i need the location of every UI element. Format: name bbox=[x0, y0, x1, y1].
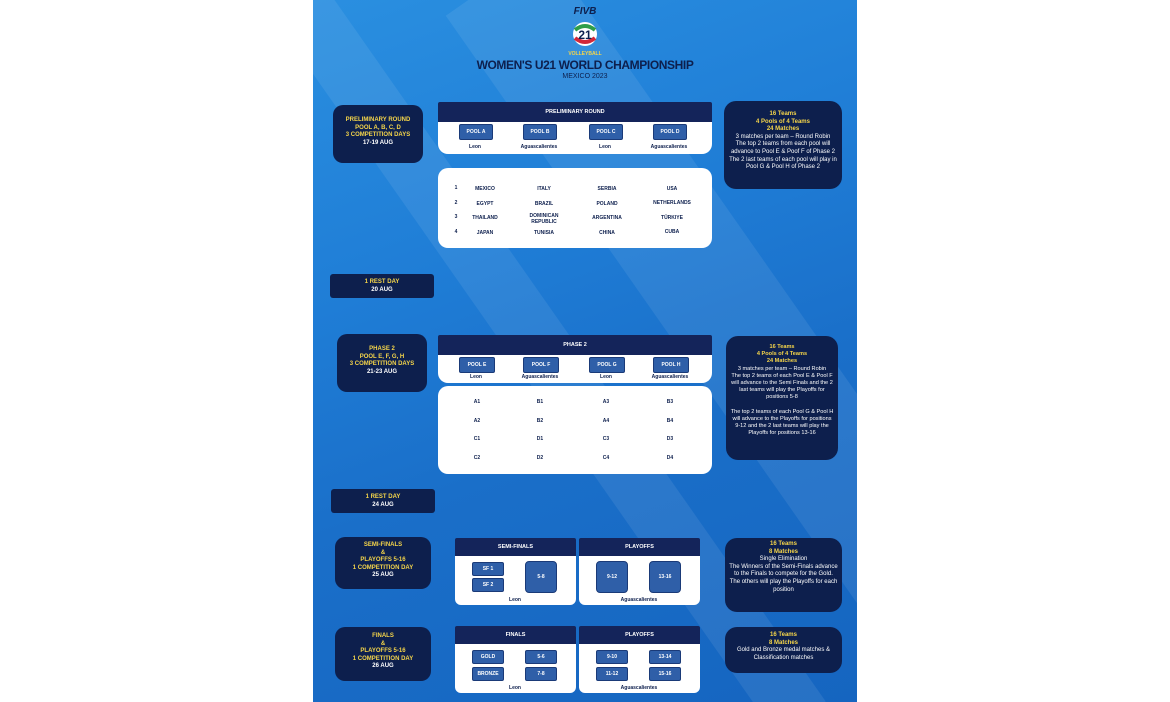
pool-h-button[interactable]: POOL H bbox=[653, 357, 689, 373]
venue-label: Aguascalientes bbox=[521, 374, 559, 380]
team-cell: NETHERLANDS bbox=[653, 200, 691, 206]
phase2-info-card bbox=[726, 336, 838, 460]
gold-match-button[interactable]: GOLD bbox=[472, 650, 504, 664]
info-line: 24 Matches bbox=[766, 126, 800, 133]
seed-cell: B4 bbox=[666, 418, 674, 424]
seed-cell: D4 bbox=[666, 455, 674, 461]
row-number: 1 bbox=[454, 185, 458, 191]
side-line: 1 COMPETITION DAY bbox=[352, 655, 414, 662]
side-line: PLAYOFFS 5-16 bbox=[360, 557, 406, 563]
sf2-button[interactable]: SF 2 bbox=[472, 578, 504, 592]
prelim-side-card bbox=[333, 105, 423, 163]
side-line: POOL E, F, G, H bbox=[359, 353, 405, 360]
side-line: 26 AUG bbox=[372, 663, 394, 669]
seed-cell: C2 bbox=[473, 455, 481, 461]
row-number: 4 bbox=[454, 229, 458, 235]
finals-info-card bbox=[725, 627, 842, 673]
pool-g-button[interactable]: POOL G bbox=[589, 357, 625, 373]
playoff-9-10-button[interactable]: 9-10 bbox=[596, 650, 628, 664]
event-title: WOMEN'S U21 WORLD CHAMPIONSHIP bbox=[476, 58, 694, 72]
semis-playoffs-header: PLAYOFFS bbox=[579, 538, 700, 556]
rest-day-card bbox=[331, 489, 435, 513]
seed-cell: B1 bbox=[536, 399, 544, 405]
seed-cell: C4 bbox=[602, 455, 610, 461]
team-cell: CUBA bbox=[664, 229, 680, 235]
side-line: 25 AUG bbox=[372, 572, 394, 578]
team-cell: DOMINICAN REPUBLIC bbox=[529, 213, 559, 225]
info-line: 16 Teams bbox=[769, 344, 795, 350]
venue-label: Leon bbox=[469, 144, 481, 150]
team-cell: ITALY bbox=[537, 186, 551, 192]
info-line: 16 Teams bbox=[770, 632, 797, 638]
team-cell: CHINA bbox=[599, 230, 615, 236]
side-line: SEMI-FINALS bbox=[363, 542, 403, 548]
finals-side-card bbox=[335, 627, 431, 681]
venue-label: Leon bbox=[599, 144, 611, 150]
info-line: Gold and Bronze medal matches & Classification matches bbox=[736, 647, 831, 661]
team-cell: JAPAN bbox=[476, 230, 494, 236]
info-line: 8 Matches bbox=[768, 548, 798, 555]
side-line: & bbox=[380, 640, 386, 647]
side-line: PHASE 2 bbox=[369, 346, 395, 352]
info-line: The others will play the Playoffs for each position bbox=[729, 578, 838, 593]
rest-line: 24 AUG bbox=[372, 501, 394, 508]
venue-label: Aguascalientes bbox=[620, 597, 658, 603]
side-line: PLAYOFFS 5-16 bbox=[360, 648, 406, 654]
venue-label: Aguascalientes bbox=[651, 374, 689, 380]
rest-line: 20 AUG bbox=[371, 286, 393, 293]
playoff-11-12-button[interactable]: 11-12 bbox=[596, 667, 628, 681]
info-line: 8 Matches bbox=[768, 639, 798, 646]
sport-label: VOLLEYBALL bbox=[568, 51, 602, 57]
pool-c-button[interactable]: POOL C bbox=[589, 124, 623, 140]
info-line: 24 Matches bbox=[766, 358, 798, 365]
team-cell: POLAND bbox=[596, 201, 618, 207]
rest-day-card bbox=[330, 274, 434, 298]
team-cell: BRAZIL bbox=[534, 201, 554, 207]
seed-cell: C3 bbox=[602, 436, 610, 442]
playoff-5-8-button[interactable]: 5-8 bbox=[525, 561, 557, 593]
bronze-match-button[interactable]: BRONZE bbox=[472, 667, 504, 681]
info-line: The Winners of the Semi-Finals advance to the Finals to compete for the Gold. bbox=[729, 563, 838, 578]
seed-cell: D1 bbox=[536, 436, 544, 442]
phase2-header: PHASE 2 bbox=[438, 335, 712, 355]
playoff-15-16-button[interactable]: 15-16 bbox=[649, 667, 681, 681]
championship-poster bbox=[313, 0, 857, 702]
phase2-seeds-table bbox=[438, 386, 712, 474]
semis-side-card bbox=[335, 537, 431, 589]
seed-cell: A2 bbox=[473, 418, 481, 424]
info-line: Single Elimination bbox=[759, 556, 808, 563]
info-line: 3 matches per team – Round Robin bbox=[735, 133, 831, 140]
team-cell: TUNISIA bbox=[534, 230, 554, 236]
playoff-5-6-button[interactable]: 5-6 bbox=[525, 650, 557, 664]
prelim-info-card bbox=[724, 101, 842, 189]
pool-d-button[interactable]: POOL D bbox=[653, 124, 687, 140]
u21-emblem-icon bbox=[569, 20, 601, 50]
venue-label: Aguascalientes bbox=[520, 144, 558, 150]
venue-label: Leon bbox=[509, 597, 521, 603]
side-line: 1 COMPETITION DAY bbox=[352, 564, 414, 571]
pool-f-button[interactable]: POOL F bbox=[523, 357, 559, 373]
fivb-logo: FIVB bbox=[573, 6, 597, 17]
info-line: The top 2 teams of each Pool E & Pool F will advance to the Semi Finals and the 2 last teams will play the Playoffs for positions 5-8 bbox=[731, 372, 833, 401]
semis-info-card bbox=[725, 538, 842, 612]
seed-cell: B3 bbox=[666, 399, 674, 405]
team-cell: TÜRKIYE bbox=[661, 215, 683, 221]
team-cell: MEXICO bbox=[475, 186, 495, 192]
venue-label: Leon bbox=[509, 685, 521, 691]
side-line: 17-19 AUG bbox=[362, 139, 394, 146]
side-line: 21-23 AUG bbox=[366, 368, 398, 375]
playoff-13-14-button[interactable]: 13-14 bbox=[649, 650, 681, 664]
venue-label: Leon bbox=[600, 374, 612, 380]
info-line: The 2 last teams of each pool will play in Pool G & Pool H of Phase 2 bbox=[729, 156, 837, 171]
venue-label: Aguascalientes bbox=[620, 685, 658, 691]
row-number: 3 bbox=[454, 214, 458, 220]
seed-cell: C1 bbox=[473, 436, 481, 442]
info-line: 16 Teams bbox=[770, 541, 797, 547]
side-line: POOL A, B, C, D bbox=[355, 124, 401, 131]
playoff-9-12-button[interactable]: 9-12 bbox=[596, 561, 628, 593]
playoff-7-8-button[interactable]: 7-8 bbox=[525, 667, 557, 681]
rest-line: 1 REST DAY bbox=[365, 494, 401, 500]
side-line: PRELIMINARY ROUND bbox=[345, 117, 411, 123]
side-line: FINALS bbox=[372, 633, 394, 639]
svg-text:21: 21 bbox=[578, 28, 592, 42]
team-cell: ARGENTINA bbox=[592, 215, 622, 221]
venue-label: Leon bbox=[470, 374, 482, 380]
seed-cell: A1 bbox=[473, 399, 481, 405]
seed-cell: D3 bbox=[666, 436, 674, 442]
info-line: 16 Teams bbox=[769, 111, 797, 117]
phase2-side-card bbox=[337, 334, 427, 392]
team-cell: THAILAND bbox=[472, 215, 498, 221]
sf1-button[interactable]: SF 1 bbox=[472, 562, 504, 576]
info-line: 4 Pools of 4 Teams bbox=[756, 118, 810, 125]
info-line: The top 2 teams of each Pool G & Pool H will advance to the Playoffs for positions 9-12 and the 2 last teams will play the Playoffs for positions 13-16 bbox=[730, 408, 834, 437]
seed-cell: A4 bbox=[602, 418, 610, 424]
prelim-teams-table bbox=[438, 168, 712, 248]
playoff-13-16-button[interactable]: 13-16 bbox=[649, 561, 681, 593]
rest-line: 1 REST DAY bbox=[364, 279, 400, 285]
pool-e-button[interactable]: POOL E bbox=[459, 357, 495, 373]
event-subtitle: MEXICO 2023 bbox=[562, 73, 608, 80]
info-line: The top 2 teams from each pool will advance to Pool E & Poof F of Phase 2 bbox=[730, 141, 836, 155]
pool-b-button[interactable]: POOL B bbox=[523, 124, 557, 140]
team-cell: USA bbox=[666, 186, 678, 192]
team-cell: EGYPT bbox=[476, 201, 494, 207]
row-number: 2 bbox=[454, 200, 458, 206]
finals-header: FINALS bbox=[455, 626, 576, 644]
team-cell: SERBIA bbox=[597, 186, 617, 192]
seed-cell: D2 bbox=[536, 455, 544, 461]
pool-a-button[interactable]: POOL A bbox=[459, 124, 493, 140]
seed-cell: B2 bbox=[536, 418, 544, 424]
info-line: 4 Pools of 4 Teams bbox=[756, 351, 808, 358]
finals-playoffs-header: PLAYOFFS bbox=[579, 626, 700, 644]
seed-cell: A3 bbox=[602, 399, 610, 405]
info-line: 3 matches per team – Round Robin bbox=[737, 365, 827, 372]
side-line: 3 COMPETITION DAYS bbox=[349, 361, 415, 367]
side-line: 3 COMPETITION DAYS bbox=[345, 132, 411, 138]
venue-label: Aguascalientes bbox=[650, 144, 688, 150]
side-line: & bbox=[380, 549, 386, 556]
semis-header: SEMI-FINALS bbox=[455, 538, 576, 556]
prelim-header: PRELIMINARY ROUND bbox=[438, 102, 712, 122]
